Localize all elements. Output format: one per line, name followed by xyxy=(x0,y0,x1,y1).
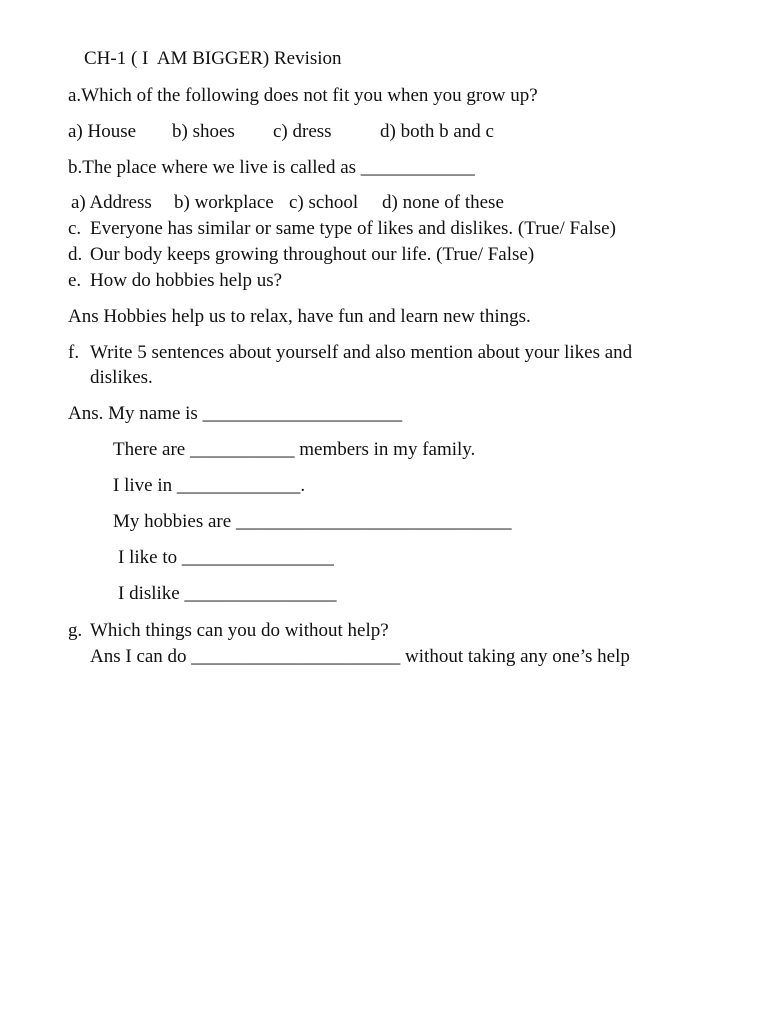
question-g-label: g. xyxy=(68,620,83,641)
answer-g: Ans I can do ______________________ without taking any one’s help xyxy=(90,646,630,667)
answer-f-hobbies: My hobbies are _____________________________ xyxy=(113,511,512,532)
question-d: Our body keeps growing throughout our life. (True/ False) xyxy=(90,244,535,265)
question-d-label: d. xyxy=(68,244,83,265)
question-a-option: d) both b and c xyxy=(380,121,494,142)
question-f-line1: Write 5 sentences about yourself and also mention about your likes and xyxy=(90,342,633,363)
answer-f-like: I like to ________________ xyxy=(118,547,334,568)
question-b-option: c) school xyxy=(289,192,359,213)
question-c: Everyone has similar or same type of likes and dislikes. (True/ False) xyxy=(90,218,616,239)
answer-e: Ans Hobbies help us to relax, have fun and learn new things. xyxy=(68,306,531,327)
question-a-option: b) shoes xyxy=(172,121,235,142)
answer-f-name: Ans. My name is _____________________ xyxy=(68,403,403,424)
question-f-line2: dislikes. xyxy=(90,367,153,388)
question-e-label: e. xyxy=(68,270,82,291)
question-g: Which things can you do without help? xyxy=(90,620,389,641)
answer-f-family: There are ___________ members in my family. xyxy=(113,439,476,460)
question-b-option: b) workplace xyxy=(174,192,274,213)
page-title: CH-1 ( I AM BIGGER) Revision xyxy=(84,48,342,69)
answer-f-live: I live in _____________. xyxy=(113,475,306,496)
question-f-label: f. xyxy=(68,342,80,363)
question-b: b.The place where we live is called as ____________ xyxy=(68,157,475,178)
question-e: How do hobbies help us? xyxy=(90,270,283,291)
answer-f-dislike: I dislike ________________ xyxy=(118,583,337,604)
question-a-option: c) dress xyxy=(273,121,332,142)
question-b-option: d) none of these xyxy=(382,192,504,213)
question-c-label: c. xyxy=(68,218,82,239)
question-a-option: a) House xyxy=(68,121,137,142)
question-a: a.Which of the following does not fit you when you grow up? xyxy=(68,85,538,106)
question-b-option: a) Address xyxy=(71,192,152,213)
